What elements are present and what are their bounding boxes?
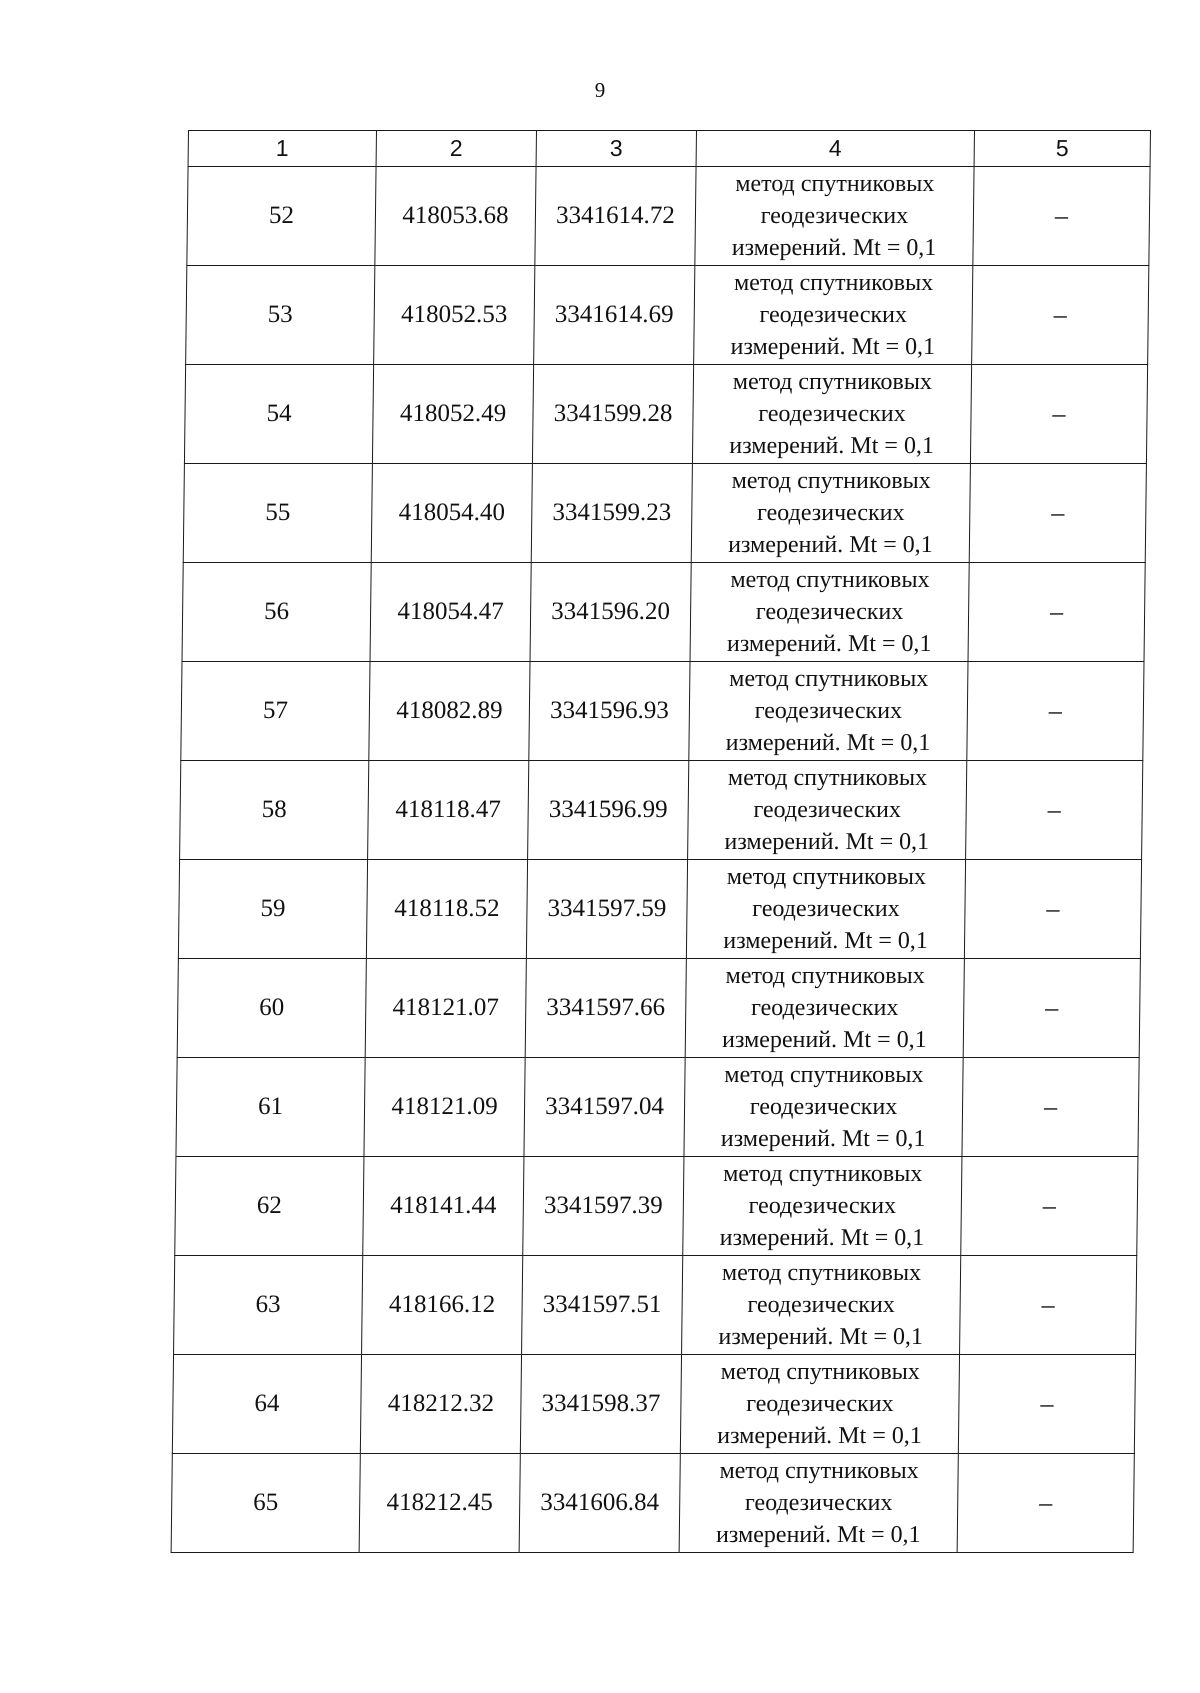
coordinates-table [171,130,1151,1553]
point-number-cell: 55 [183,464,372,563]
note-cell: – [961,1157,1138,1256]
y-coordinate-cell: 3341599.28 [532,365,693,464]
method-line: измерений. Mt = 0,1 [723,928,929,954]
y-coordinate-cell: 3341606.84 [519,1454,680,1553]
note-cell: – [968,563,1145,662]
x-coordinate-cell: 418054.40 [371,464,532,563]
note-cell: – [966,761,1143,860]
table-row [184,365,1147,464]
method-line: измерений. Mt = 0,1 [718,1324,924,1350]
y-coordinate-cell: 3341614.69 [534,266,695,365]
note-cell: – [969,464,1146,563]
method-line: измерений. Mt = 0,1 [726,631,932,657]
table-row [183,464,1146,563]
x-coordinate-cell: 418052.53 [374,266,535,365]
note-cell: – [962,1058,1139,1157]
table-row [174,1256,1137,1355]
method-line: геодезических [758,401,906,427]
x-coordinate-cell: 418118.47 [368,761,529,860]
point-number-cell: 53 [186,266,375,365]
method-line: геодезических [753,797,902,823]
note-cell: – [973,167,1150,266]
method-line: геодезических [754,698,903,724]
column-header-5: 5 [974,131,1150,167]
point-number-cell: 64 [172,1355,361,1454]
method-line: геодезических [750,995,899,1021]
y-coordinate-cell: 3341597.51 [522,1256,683,1355]
y-coordinate-cell: 3341598.37 [520,1355,681,1454]
method-line: геодезических [756,500,905,526]
note-cell: – [970,365,1147,464]
x-coordinate-cell: 418082.89 [369,662,530,761]
note-cell: – [963,959,1140,1058]
column-header-1: 1 [188,131,376,167]
method-cell [695,167,974,266]
point-number-cell: 65 [171,1454,360,1553]
method-line: метод спутниковых [726,864,927,890]
table-row [180,761,1143,860]
x-coordinate-cell: 418054.47 [370,563,531,662]
method-line: измерений. Mt = 0,1 [731,235,937,261]
method-line: метод спутниковых [731,468,931,494]
y-coordinate-cell: 3341597.04 [524,1058,685,1157]
method-line: метод спутниковых [729,666,929,692]
y-coordinate-cell: 3341599.23 [531,464,692,563]
method-line: измерений. Mt = 0,1 [719,1225,925,1251]
method-line: геодезических [746,1391,894,1417]
table-body [171,167,1150,1553]
y-coordinate-cell: 3341597.59 [526,860,687,959]
point-number-cell: 63 [174,1256,363,1355]
method-line: метод спутниковых [732,369,933,395]
method-line: метод спутниковых [723,1161,923,1187]
method-line: геодезических [749,1094,898,1120]
method-cell [683,1157,962,1256]
column-header-2: 2 [376,131,536,167]
point-number-cell: 57 [181,662,370,761]
method-line: измерений. Mt = 0,1 [727,532,933,558]
table-row [172,1355,1135,1454]
method-line: геодезических [744,1490,893,1516]
method-line: измерений. Mt = 0,1 [715,1522,921,1548]
table-row [182,563,1145,662]
table-row [177,959,1140,1058]
column-header-4: 4 [696,131,974,167]
method-line: измерений. Mt = 0,1 [720,1126,926,1152]
point-number-cell: 62 [175,1157,364,1256]
method-line: метод спутниковых [727,765,928,791]
method-line: метод спутниковых [730,567,930,593]
method-cell [692,365,971,464]
method-line: измерений. Mt = 0,1 [717,1423,922,1449]
x-coordinate-cell: 418166.12 [362,1256,523,1355]
x-coordinate-cell: 418052.49 [372,365,533,464]
method-cell [684,1058,963,1157]
x-coordinate-cell: 418118.52 [366,860,527,959]
method-line: геодезических [747,1292,896,1318]
method-line: геодезических [752,896,900,922]
x-coordinate-cell: 418212.45 [359,1454,520,1553]
method-cell [689,662,968,761]
table-row [171,1454,1134,1553]
method-line: геодезических [755,599,904,625]
note-cell: – [957,1454,1134,1553]
note-cell: – [972,266,1149,365]
y-coordinate-cell: 3341596.99 [528,761,689,860]
table-row [178,860,1141,959]
method-line: измерений. Mt = 0,1 [721,1027,927,1053]
method-line: метод спутниковых [719,1458,919,1484]
method-line: метод спутниковых [720,1359,921,1385]
point-number-cell: 60 [177,959,366,1058]
y-coordinate-cell: 3341597.66 [525,959,686,1058]
column-header-3: 3 [536,131,696,167]
page-number: 9 [594,78,606,102]
point-number-cell: 61 [176,1058,365,1157]
method-line: геодезических [748,1193,897,1219]
note-cell: – [967,662,1144,761]
y-coordinate-cell: 3341596.20 [530,563,691,662]
method-line: измерений. Mt = 0,1 [730,334,936,360]
method-cell [682,1256,961,1355]
method-line: метод спутниковых [735,171,935,197]
method-cell [686,860,965,959]
x-coordinate-cell: 418141.44 [363,1157,524,1256]
method-cell [680,1355,959,1454]
method-cell [685,959,964,1058]
note-cell: – [960,1256,1137,1355]
table-row [187,167,1150,266]
table-row [181,662,1144,761]
table-row [176,1058,1139,1157]
y-coordinate-cell: 3341596.93 [529,662,690,761]
x-coordinate-cell: 418121.09 [364,1058,525,1157]
table-row [186,266,1149,365]
x-coordinate-cell: 418212.32 [360,1355,521,1454]
point-number-cell: 58 [180,761,369,860]
method-line: метод спутниковых [733,270,934,296]
method-cell [694,266,973,365]
method-cell [691,464,970,563]
method-line: метод спутниковых [721,1260,922,1286]
point-number-cell: 59 [178,860,367,959]
header-row [188,131,1150,167]
x-coordinate-cell: 418053.68 [375,167,536,266]
method-line: геодезических [759,302,908,328]
x-coordinate-cell: 418121.07 [365,959,526,1058]
method-cell [690,563,969,662]
method-line: метод спутниковых [725,963,925,989]
y-coordinate-cell: 3341614.72 [535,167,696,266]
point-number-cell: 52 [187,167,376,266]
method-cell [679,1454,958,1553]
method-cell [688,761,967,860]
table-row [175,1157,1138,1256]
y-coordinate-cell: 3341597.39 [523,1157,684,1256]
note-cell: – [964,860,1141,959]
note-cell: – [958,1355,1135,1454]
method-line: измерений. Mt = 0,1 [725,730,931,756]
point-number-cell: 56 [182,563,371,662]
method-line: измерений. Mt = 0,1 [729,433,935,459]
method-line: измерений. Mt = 0,1 [724,829,930,855]
method-line: геодезических [760,203,909,229]
point-number-cell: 54 [184,365,373,464]
method-line: метод спутниковых [724,1062,924,1088]
